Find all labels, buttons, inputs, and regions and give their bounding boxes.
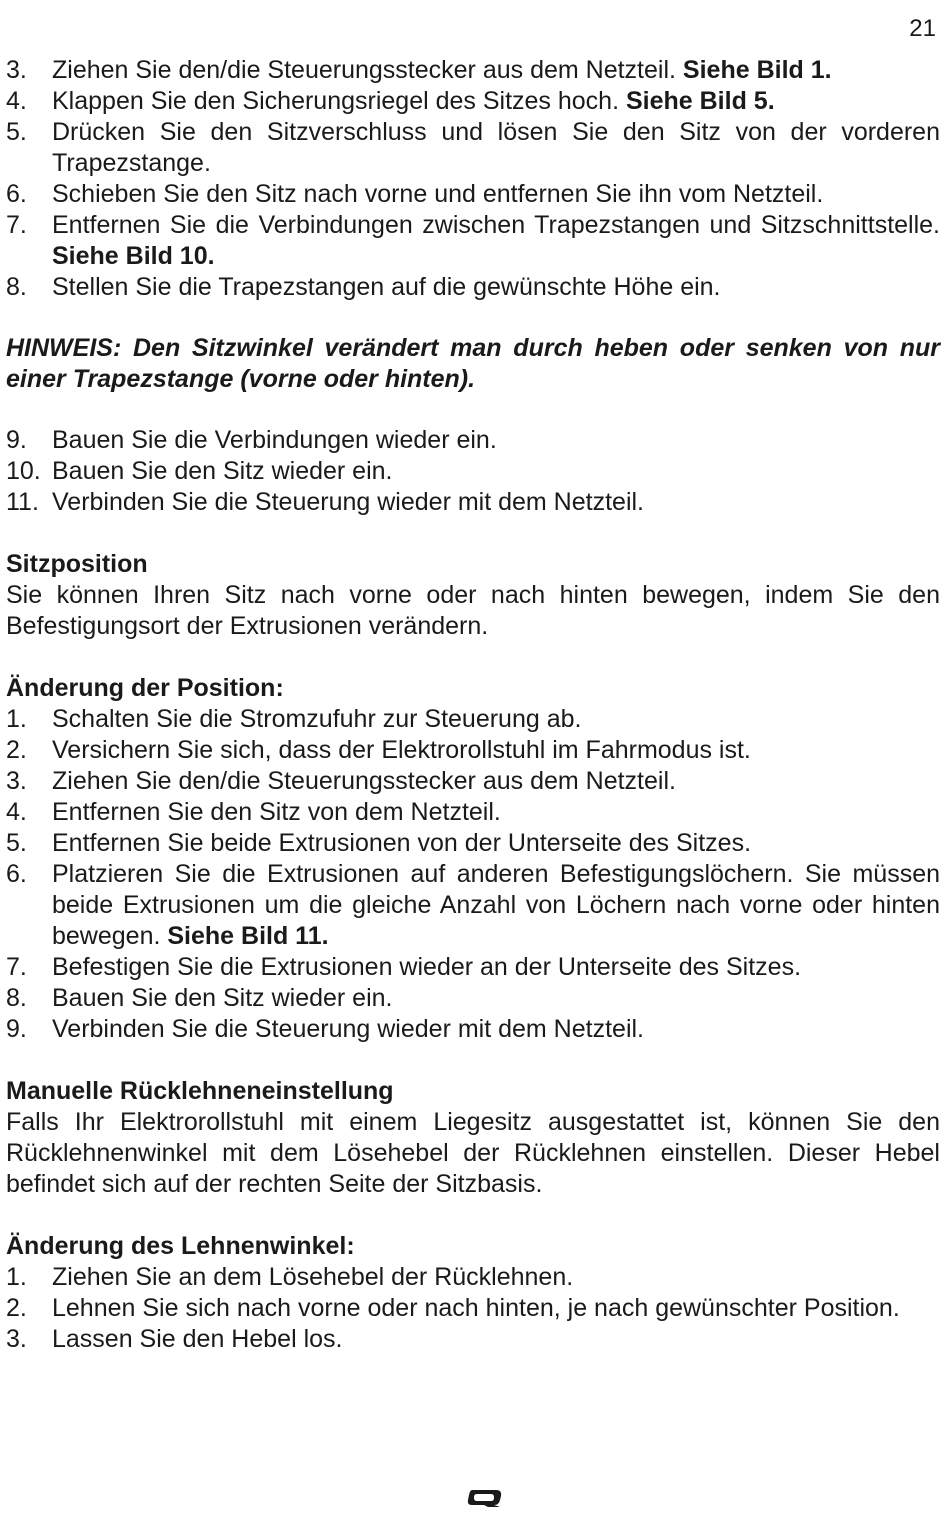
- list-item: [6, 1014, 940, 1045]
- step-text: Entfernen Sie die Verbindungen zwischen Trapezstangen und Sitzschnittstelle.: [52, 211, 940, 239]
- steps-list-position-change: [6, 704, 940, 1045]
- seat-position-paragraph: Sie können Ihren Sitz nach vorne oder nach hinten bewegen, indem Sie den Befestigungsort der Extrusionen verändern.: [6, 581, 940, 640]
- list-item: [6, 210, 940, 272]
- list-item: [6, 766, 940, 797]
- list-item: [6, 828, 940, 859]
- step-text: Lehnen Sie sich nach vorne oder nach hinten, je nach gewünschter Position.: [52, 1294, 900, 1322]
- steps-list-backrest-change: [6, 1262, 940, 1355]
- list-item: [6, 735, 940, 766]
- step-number: 6.: [6, 860, 27, 888]
- section-heading-seat-position: Sitzposition: [6, 550, 148, 578]
- list-item: [6, 179, 940, 210]
- page-number: 21: [909, 15, 936, 42]
- section-heading-position-change: Änderung der Position:: [6, 674, 284, 702]
- list-item: [6, 1293, 940, 1324]
- backrest-paragraph: Falls Ihr Elektrorollstuhl mit einem Liegesitz ausgestattet ist, können Sie den Rücklehnenwinkel mit dem Lösehebel der Rücklehnen einstellen. Dieser Hebel befindet sich auf der rechten Seite der Sitzbasis.: [6, 1108, 940, 1198]
- step-text: Befestigen Sie die Extrusionen wieder an der Unterseite des Sitzes.: [52, 953, 802, 981]
- step-text: Entfernen Sie beide Extrusionen von der Unterseite des Sitzes.: [52, 829, 752, 857]
- steps-list-reassembly: [6, 425, 940, 518]
- step-number: 4.: [6, 87, 27, 115]
- step-number: 3.: [6, 1325, 27, 1353]
- step-text: Bauen Sie den Sitz wieder ein.: [52, 457, 393, 485]
- step-number: 11.: [6, 488, 39, 516]
- step-number: 3.: [6, 767, 27, 795]
- step-number: 2.: [6, 736, 27, 764]
- list-item: [6, 1324, 940, 1355]
- step-number: 2.: [6, 1294, 27, 1322]
- step-number: 4.: [6, 798, 27, 826]
- step-number: 3.: [6, 56, 27, 84]
- step-text: Ziehen Sie den/die Steuerungsstecker aus dem Netzteil.: [52, 767, 676, 795]
- step-text: Schalten Sie die Stromzufuhr zur Steuerung ab.: [52, 705, 582, 733]
- list-item: [6, 1262, 940, 1293]
- figure-reference: Siehe Bild 5.: [625, 87, 775, 115]
- step-number: 5.: [6, 829, 27, 857]
- step-text: Bauen Sie die Verbindungen wieder ein.: [52, 426, 497, 454]
- list-item: [6, 55, 940, 86]
- note-hinweis: HINWEIS: Den Sitzwinkel verändert man durch heben oder senken von nur einer Trapezstange (vorne oder hinten).: [6, 334, 940, 393]
- step-text: Schieben Sie den Sitz nach vorne und entfernen Sie ihn vom Netzteil.: [52, 180, 824, 208]
- list-item: [6, 952, 940, 983]
- step-text: Versichern Sie sich, dass der Elektrorollstuhl im Fahrmodus ist.: [52, 736, 751, 764]
- list-item: [6, 456, 940, 487]
- page-content: [6, 55, 940, 1355]
- figure-reference: Siehe Bild 10.: [52, 242, 215, 270]
- figure-reference: Siehe Bild 11.: [167, 922, 329, 950]
- step-number: 7.: [6, 953, 27, 981]
- step-number: 7.: [6, 211, 27, 239]
- step-number: 5.: [6, 118, 27, 146]
- list-item: [6, 859, 940, 952]
- section-heading-backrest-change: Änderung des Lehnenwinkel:: [6, 1232, 355, 1260]
- step-text: Verbinden Sie die Steuerung wieder mit dem Netzteil.: [52, 1015, 644, 1043]
- list-item: [6, 117, 940, 179]
- step-text: Lassen Sie den Hebel los.: [52, 1325, 343, 1353]
- step-text: Verbinden Sie die Steuerung wieder mit dem Netzteil.: [52, 488, 644, 516]
- step-text: Klappen Sie den Sicherungsriegel des Sitzes hoch.: [52, 87, 626, 115]
- step-text: Bauen Sie den Sitz wieder ein.: [52, 984, 393, 1012]
- list-item: [6, 487, 940, 518]
- steps-list-seat-removal: [6, 55, 940, 303]
- step-text: Drücken Sie den Sitzverschluss und lösen Sie den Sitz von der vorderen Trapezstange.: [52, 118, 940, 177]
- list-item: [6, 704, 940, 735]
- step-number: 1.: [6, 1263, 27, 1291]
- step-number: 6.: [6, 180, 27, 208]
- list-item: [6, 272, 940, 303]
- step-text: Entfernen Sie den Sitz von dem Netzteil.: [52, 798, 501, 826]
- list-item: [6, 983, 940, 1014]
- list-item: [6, 797, 940, 828]
- step-text: Ziehen Sie an dem Lösehebel der Rücklehnen.: [52, 1263, 574, 1291]
- list-item: [6, 425, 940, 456]
- step-text: Platzieren Sie die Extrusionen auf anderen Befestigungslöchern. Sie müssen beide Extrusionen um die gleiche Anzahl von Löchern nach vorne oder hinten bewegen.: [52, 860, 940, 950]
- step-number: 8.: [6, 984, 27, 1012]
- step-text: Ziehen Sie den/die Steuerungsstecker aus dem Netzteil.: [52, 56, 683, 84]
- step-number: 9.: [6, 1015, 27, 1043]
- quickie-q-logo-icon: [466, 1488, 504, 1508]
- step-text: Stellen Sie die Trapezstangen auf die gewünschte Höhe ein.: [52, 273, 721, 301]
- section-heading-backrest: Manuelle Rücklehneneinstellung: [6, 1077, 394, 1105]
- step-number: 1.: [6, 705, 27, 733]
- list-item: [6, 86, 940, 117]
- step-number: 9.: [6, 426, 27, 454]
- figure-reference: Siehe Bild 1.: [682, 56, 832, 84]
- step-number: 10.: [6, 457, 41, 485]
- step-number: 8.: [6, 273, 27, 301]
